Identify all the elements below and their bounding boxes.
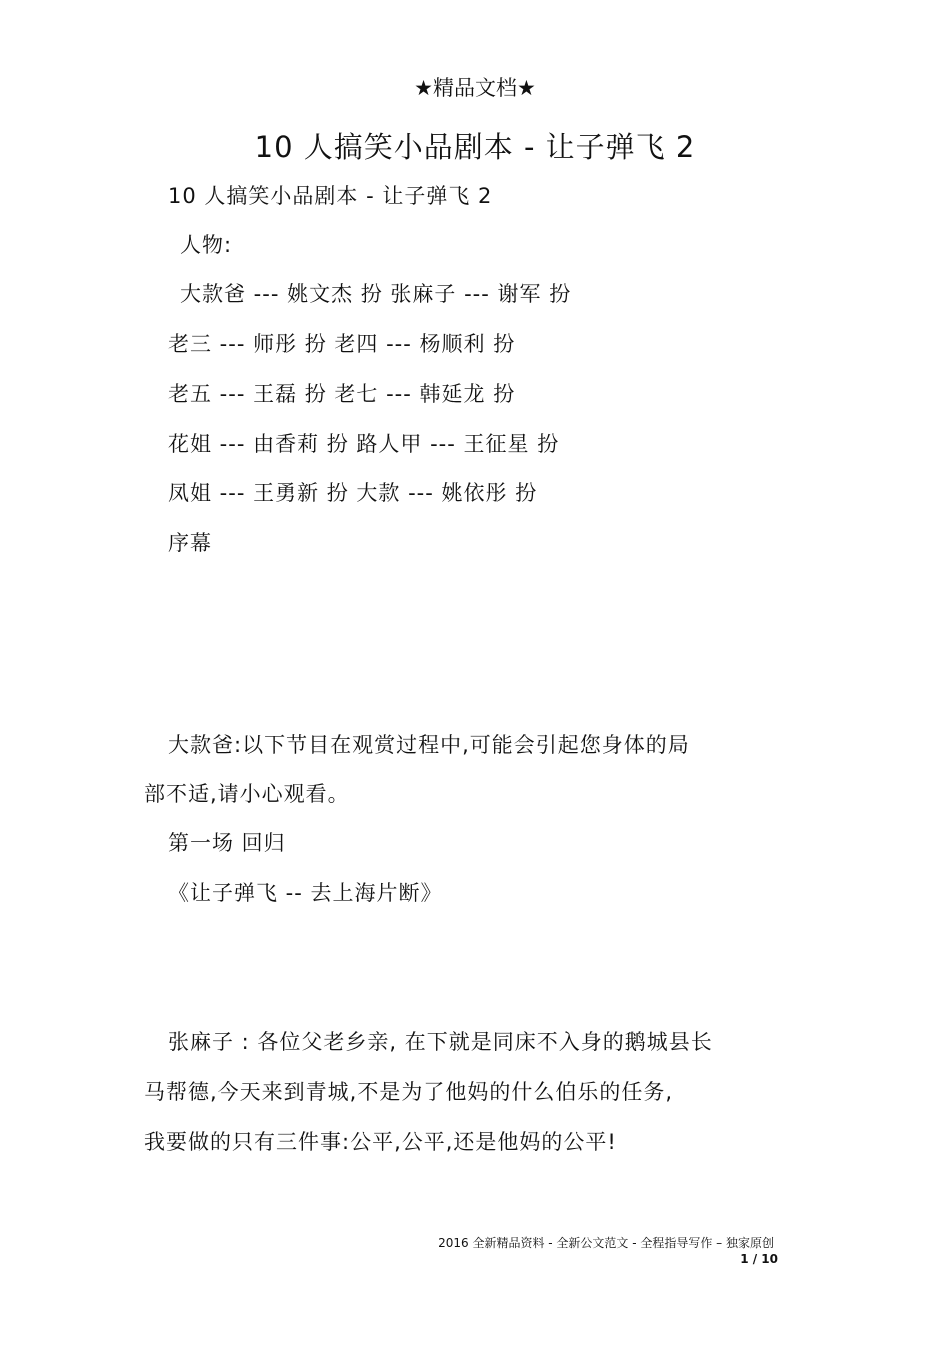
document-title: 10 人搞笑小品剧本 - 让子弹飞 2 — [254, 130, 696, 164]
scene-heading: 第一场 回归 — [168, 831, 286, 855]
prologue-heading: 序幕 — [168, 531, 212, 555]
header-mark: ★精品文档★ — [414, 76, 536, 100]
footer-text: 2016 全新精品资料 - 全新公文范文 - 全程指导写作 – 独家原创 — [438, 1236, 774, 1250]
cast-row: 凤姐 --- 王勇新 扮 大款 --- 姚依彤 扮 — [168, 481, 538, 505]
dialogue-line: 我要做的只有三件事:公平,公平,还是他妈的公平! — [144, 1130, 617, 1154]
dialogue-line: 张麻子 : 各位父老乡亲, 在下就是同床不入身的鹅城县长 — [168, 1030, 713, 1054]
fragment-title: 《让子弹飞 -- 去上海片断》 — [168, 881, 443, 905]
cast-row: 大款爸 --- 姚文杰 扮 张麻子 --- 谢军 扮 — [180, 282, 572, 306]
cast-row: 老五 --- 王磊 扮 老七 --- 韩延龙 扮 — [168, 382, 516, 406]
subtitle: 10 人搞笑小品剧本 - 让子弹飞 2 — [168, 184, 493, 208]
cast-heading: 人物: — [180, 233, 233, 257]
cast-row: 老三 --- 师彤 扮 老四 --- 杨顺利 扮 — [168, 332, 516, 356]
page-number: 1 / 10 — [740, 1252, 778, 1266]
dialogue-line: 大款爸:以下节目在观赏过程中,可能会引起您身体的局 — [168, 733, 690, 757]
cast-row: 花姐 --- 由香莉 扮 路人甲 --- 王征星 扮 — [168, 432, 560, 456]
dialogue-line: 马帮德,今天来到青城,不是为了他妈的什么伯乐的任务, — [144, 1080, 674, 1104]
dialogue-line: 部不适,请小心观看。 — [144, 782, 350, 806]
